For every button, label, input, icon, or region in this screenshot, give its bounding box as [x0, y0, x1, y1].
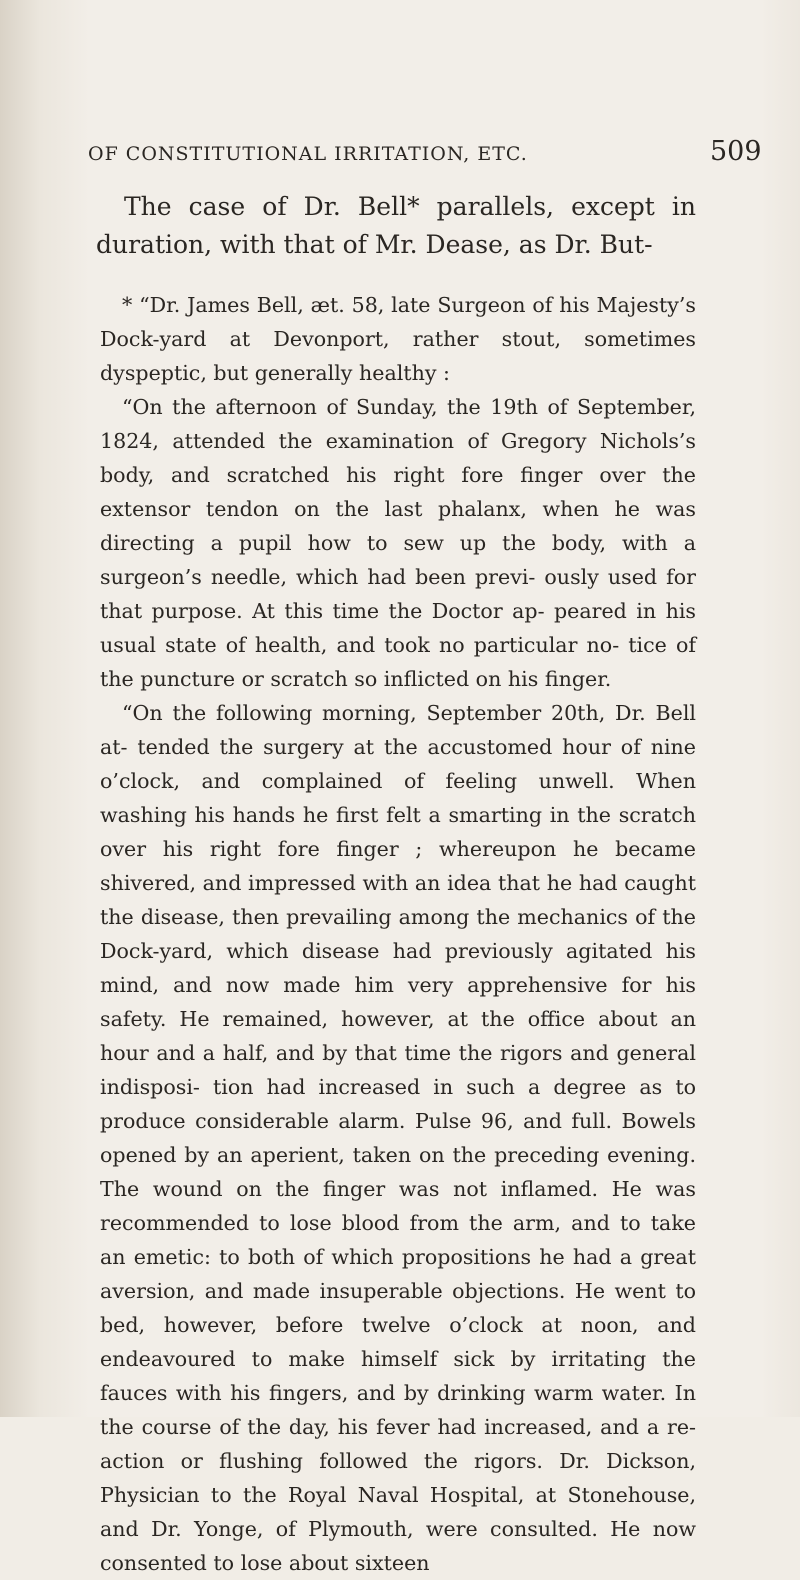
- footnote-paragraph-3: “On the following morning, September 20th, Dr. Bell at- tended the surgery at the accustomed hour of nine o’clock, and complained of feeling unwell. When washing his hands he first felt a smarting in the scratch over his right fore finger ; whereupon he became shivered, and impressed with an idea that he had caught the disease, then prevailing among the mechanics of the Dock-yard, which disease had previously agitated his mind, and now made him very apprehensive for his safety. He remained, however, at the office about an hour and a half, and by that time the rigors and general indisposi- tion had increased in such a degree as to produce considerable alarm. Pulse 96, and full. Bowels opened by an aperient, taken on the preceding evening. The wound on the finger was not inflamed. He was recommended to lose blood from the arm, and to take an emetic: to both of which propositions he had a great aversion, and made insuperable objections. He went to bed, however, before twelve o’clock at noon, and endeavoured to make himself sick by irritating the fauces with his fingers, and by drinking warm water. In the course of the day, his fever had increased, and a re-action or flushing followed the rigors. Dr. Dickson, Physician to the Royal Naval Hospital, at Stonehouse, and Dr. Yonge, of Plymouth, were consulted. He now consented to lose about sixteen: [100, 701, 696, 1575]
- footnote-paragraph-2: “On the afternoon of Sunday, the 19th of September, 1824, attended the examination of Gregory Nichols’s body, and scratched his right fore finger over the extensor tendon on the last phalanx, when he was directing a pupil how to sew up the body, with a surgeon’s needle, which had been previ- ously used for that purpose. At this time the Doctor ap- peared in his usual state of health, and took no particular no- tice of the puncture or scratch so inflicted on his finger.: [100, 395, 696, 691]
- running-header: OF CONSTITUTIONAL IRRITATION, ETC.: [88, 143, 528, 165]
- page-number: 509: [710, 136, 762, 167]
- footnote: [100, 288, 696, 1580]
- main-text: [96, 188, 696, 264]
- main-paragraph: The case of Dr. Bell* parallels, except in duration, with that of Mr. Dease, as Dr. But-: [96, 192, 696, 259]
- footnote-paragraph-1: * “Dr. James Bell, æt. 58, late Surgeon of his Majesty’s Dock-yard at Devonport, rather stout, sometimes dyspeptic, but generally healthy :: [100, 293, 696, 385]
